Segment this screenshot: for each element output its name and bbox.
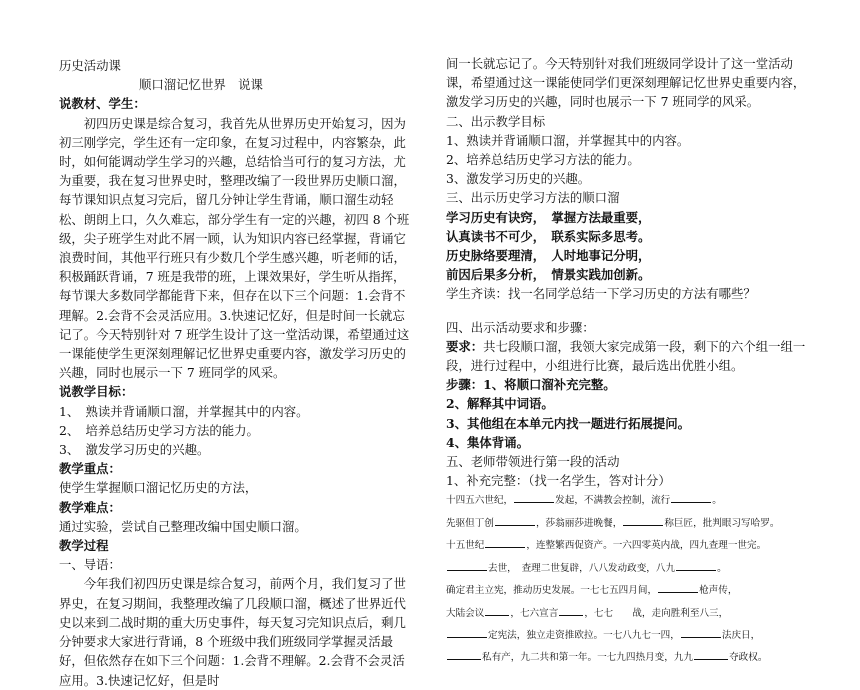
fill-blank[interactable] xyxy=(447,627,487,638)
requirement-body: 共七段顺口溜，我领大家完成第一段，剩下的六个组一组一段，进行过程中，小组进行比赛，最后选出优胜小组。 xyxy=(446,338,806,374)
fill-blank[interactable] xyxy=(514,492,554,503)
paragraph-intro-step: 今年我们初四历史课是综合复习，前两个月，我们复习了世界史，在复习期间，我整理改编了几段顺口溜，概述了世界近代史以来到二战时期的重大历史事件，每天复习完知识点后，剩几分钟要求大家进行背诵，8 个班级中我们班级同学掌握灵活最好，但依然存在如下三个问题：1.会背不理解。2.会背不会灵活应用。3.快速记忆好，但是时 xyxy=(59,576,406,688)
fill-line-2: 先驱但丁创 ，莎翁丽莎进晚餐， 称巨匠，批判眼习写哈罗。 xyxy=(446,513,806,535)
fill-blank[interactable] xyxy=(676,560,716,571)
section-4-heading: 四、出示活动要求和步骤： xyxy=(446,319,595,335)
fill-blank[interactable] xyxy=(681,627,721,638)
rhyme-line-2: 认真读书不可少， 联系实际多思考。 xyxy=(446,228,651,244)
student-reading: 学生齐读：找一名同学总结一下学习历史的方法有哪些？ xyxy=(446,286,756,302)
step-intro-heading: 一、导语： xyxy=(59,557,121,573)
fill-blank[interactable] xyxy=(623,515,663,526)
fill-in-exercise xyxy=(446,490,806,669)
goal-1: 1、 熟读并背诵顺口溜，并掌握其中的内容。 xyxy=(59,403,309,419)
fill-blank[interactable] xyxy=(447,560,487,571)
heading-goals: 说教学目标： xyxy=(59,384,134,400)
section-2-item-1: 1、熟读并背诵顺口溜，并掌握其中的内容。 xyxy=(446,132,690,148)
fill-line-3: 十五世纪 ，连整繁西促资产。一六四零英内战，四九查理一世完。 xyxy=(446,535,806,557)
goal-2: 2、 培养总结历史学习方法的能力。 xyxy=(59,422,259,438)
fill-blank[interactable] xyxy=(447,649,481,660)
paragraph-continued: 间一长就忘记了。今天特别针对我们班级同学设计了这一堂活动课，希望通过这一课能使同学们更深刻理解记忆世界史重要内容，激发学习历史的兴趣，同时也展示一下 7 班同学的风采。 xyxy=(446,56,806,110)
fill-blank[interactable] xyxy=(485,537,525,548)
left-column xyxy=(59,56,415,690)
fill-blank[interactable] xyxy=(658,582,698,593)
fill-line-1: 十四五六世纪， 发起，不满教会控制，流行 。 xyxy=(446,490,806,512)
fill-in-heading: 1、补充完整：（找一名学生，答对计分） xyxy=(446,473,671,489)
heading-key-point: 教学重点： xyxy=(59,461,121,477)
step-1: 步骤：1、将顺口溜补充完整。 xyxy=(446,377,616,393)
fill-blank[interactable] xyxy=(694,649,728,660)
step-2: 2、解释其中词语。 xyxy=(446,396,554,412)
fill-line-7: 定宪法，独立走资推欧拉。一七八九七一四， 法庆日， xyxy=(446,625,806,647)
step-3: 3、其他组在本单元内找一题进行拓展提问。 xyxy=(446,415,691,431)
section-2-item-2: 2、培养总结历史学习方法的能力。 xyxy=(446,152,640,168)
fill-blank[interactable] xyxy=(485,605,509,616)
section-3-heading: 三、出示历史学习方法的顺口溜 xyxy=(446,190,620,206)
rhyme-line-4: 前因后果多分析， 情景实践加创新。 xyxy=(446,267,651,283)
goal-3: 3、 激发学习历史的兴趣。 xyxy=(59,442,210,458)
heading-materials: 说教材、学生： xyxy=(59,96,146,112)
requirement-text xyxy=(446,337,806,375)
fill-blank[interactable] xyxy=(559,605,583,616)
doc-title: 顺口溜记忆世界 说课 xyxy=(139,77,263,93)
fill-line-8: 私有产，九二共和第一年。一七九四热月变，九九 夺政权。 xyxy=(446,647,806,669)
step-4: 4、集体背诵。 xyxy=(446,434,529,450)
paragraph-intro: 初四历史课是综合复习，我首先从世界历史开始复习，因为初三刚学完，学生还有一定印象，在复习过程中，内容繁杂，此时，如何能调动学生学习的兴趣，总结恰当可行的复习方法，尤为重要，我在复习世界史时，整理改编了一段世界历史顺口溜，每节课知识点复习完后，留几分钟让学生背诵，顺口溜生动轻松、朗朗上口，久久难忘，部分学生有一定的兴趣，初四 8 个班级，尖子班学生对此不屑一顾，认为知识内容已经掌握，背诵它浪费时间，其他平行班只有少数几个学生感兴趣，听老师的话，积极踊跃背诵，7 班是我带的班，上课效果好，学生听从指挥，每节课大多数同学都能背下来，但存在以下三个问题：1.会背不理解。2.会背不会灵活应用。3.快速记忆好，但是时间一长就忘记了。今天特别针对 7 班学生设计了这一堂活动课，希望通过这一课能使学生更深刻理解记忆世界史重要内容，激发学习历史的兴趣，同时也展示一下 7 班同学的风采。 xyxy=(59,115,410,381)
right-column xyxy=(446,54,806,670)
fill-line-6: 大陆会议 ，七六宣言 ，七七 战，走向胜利至八三， xyxy=(446,603,806,625)
fill-line-5: 确定君主立宪，推动历史发展。一七七五四月间， 枪声传， xyxy=(446,580,806,602)
heading-difficulty: 教学难点： xyxy=(59,499,121,515)
difficulty-text: 通过实验，尝试自己整理改编中国史顺口溜。 xyxy=(59,518,307,534)
rhyme-line-3: 历史脉络要理清， 人时地事记分明， xyxy=(446,248,651,264)
rhyme-line-1: 学习历史有诀窍， 掌握方法最重要， xyxy=(446,209,651,225)
heading-process: 教学过程 xyxy=(59,538,109,554)
section-2-heading: 二、出示教学目标 xyxy=(446,113,546,129)
section-2-item-3: 3、激发学习历史的兴趣。 xyxy=(446,171,591,187)
section-5-heading: 五、老师带领进行第一段的活动 xyxy=(446,454,620,470)
fill-line-4: 去世， 查理二世复辟，八八发动政变，八九 。 xyxy=(446,558,806,580)
requirement-label: 要求： xyxy=(446,338,484,354)
doc-category: 历史活动课 xyxy=(59,58,121,73)
key-point-text: 使学生掌握顺口溜记忆历史的方法， xyxy=(59,480,258,496)
fill-blank[interactable] xyxy=(671,492,711,503)
fill-blank[interactable] xyxy=(495,515,535,526)
